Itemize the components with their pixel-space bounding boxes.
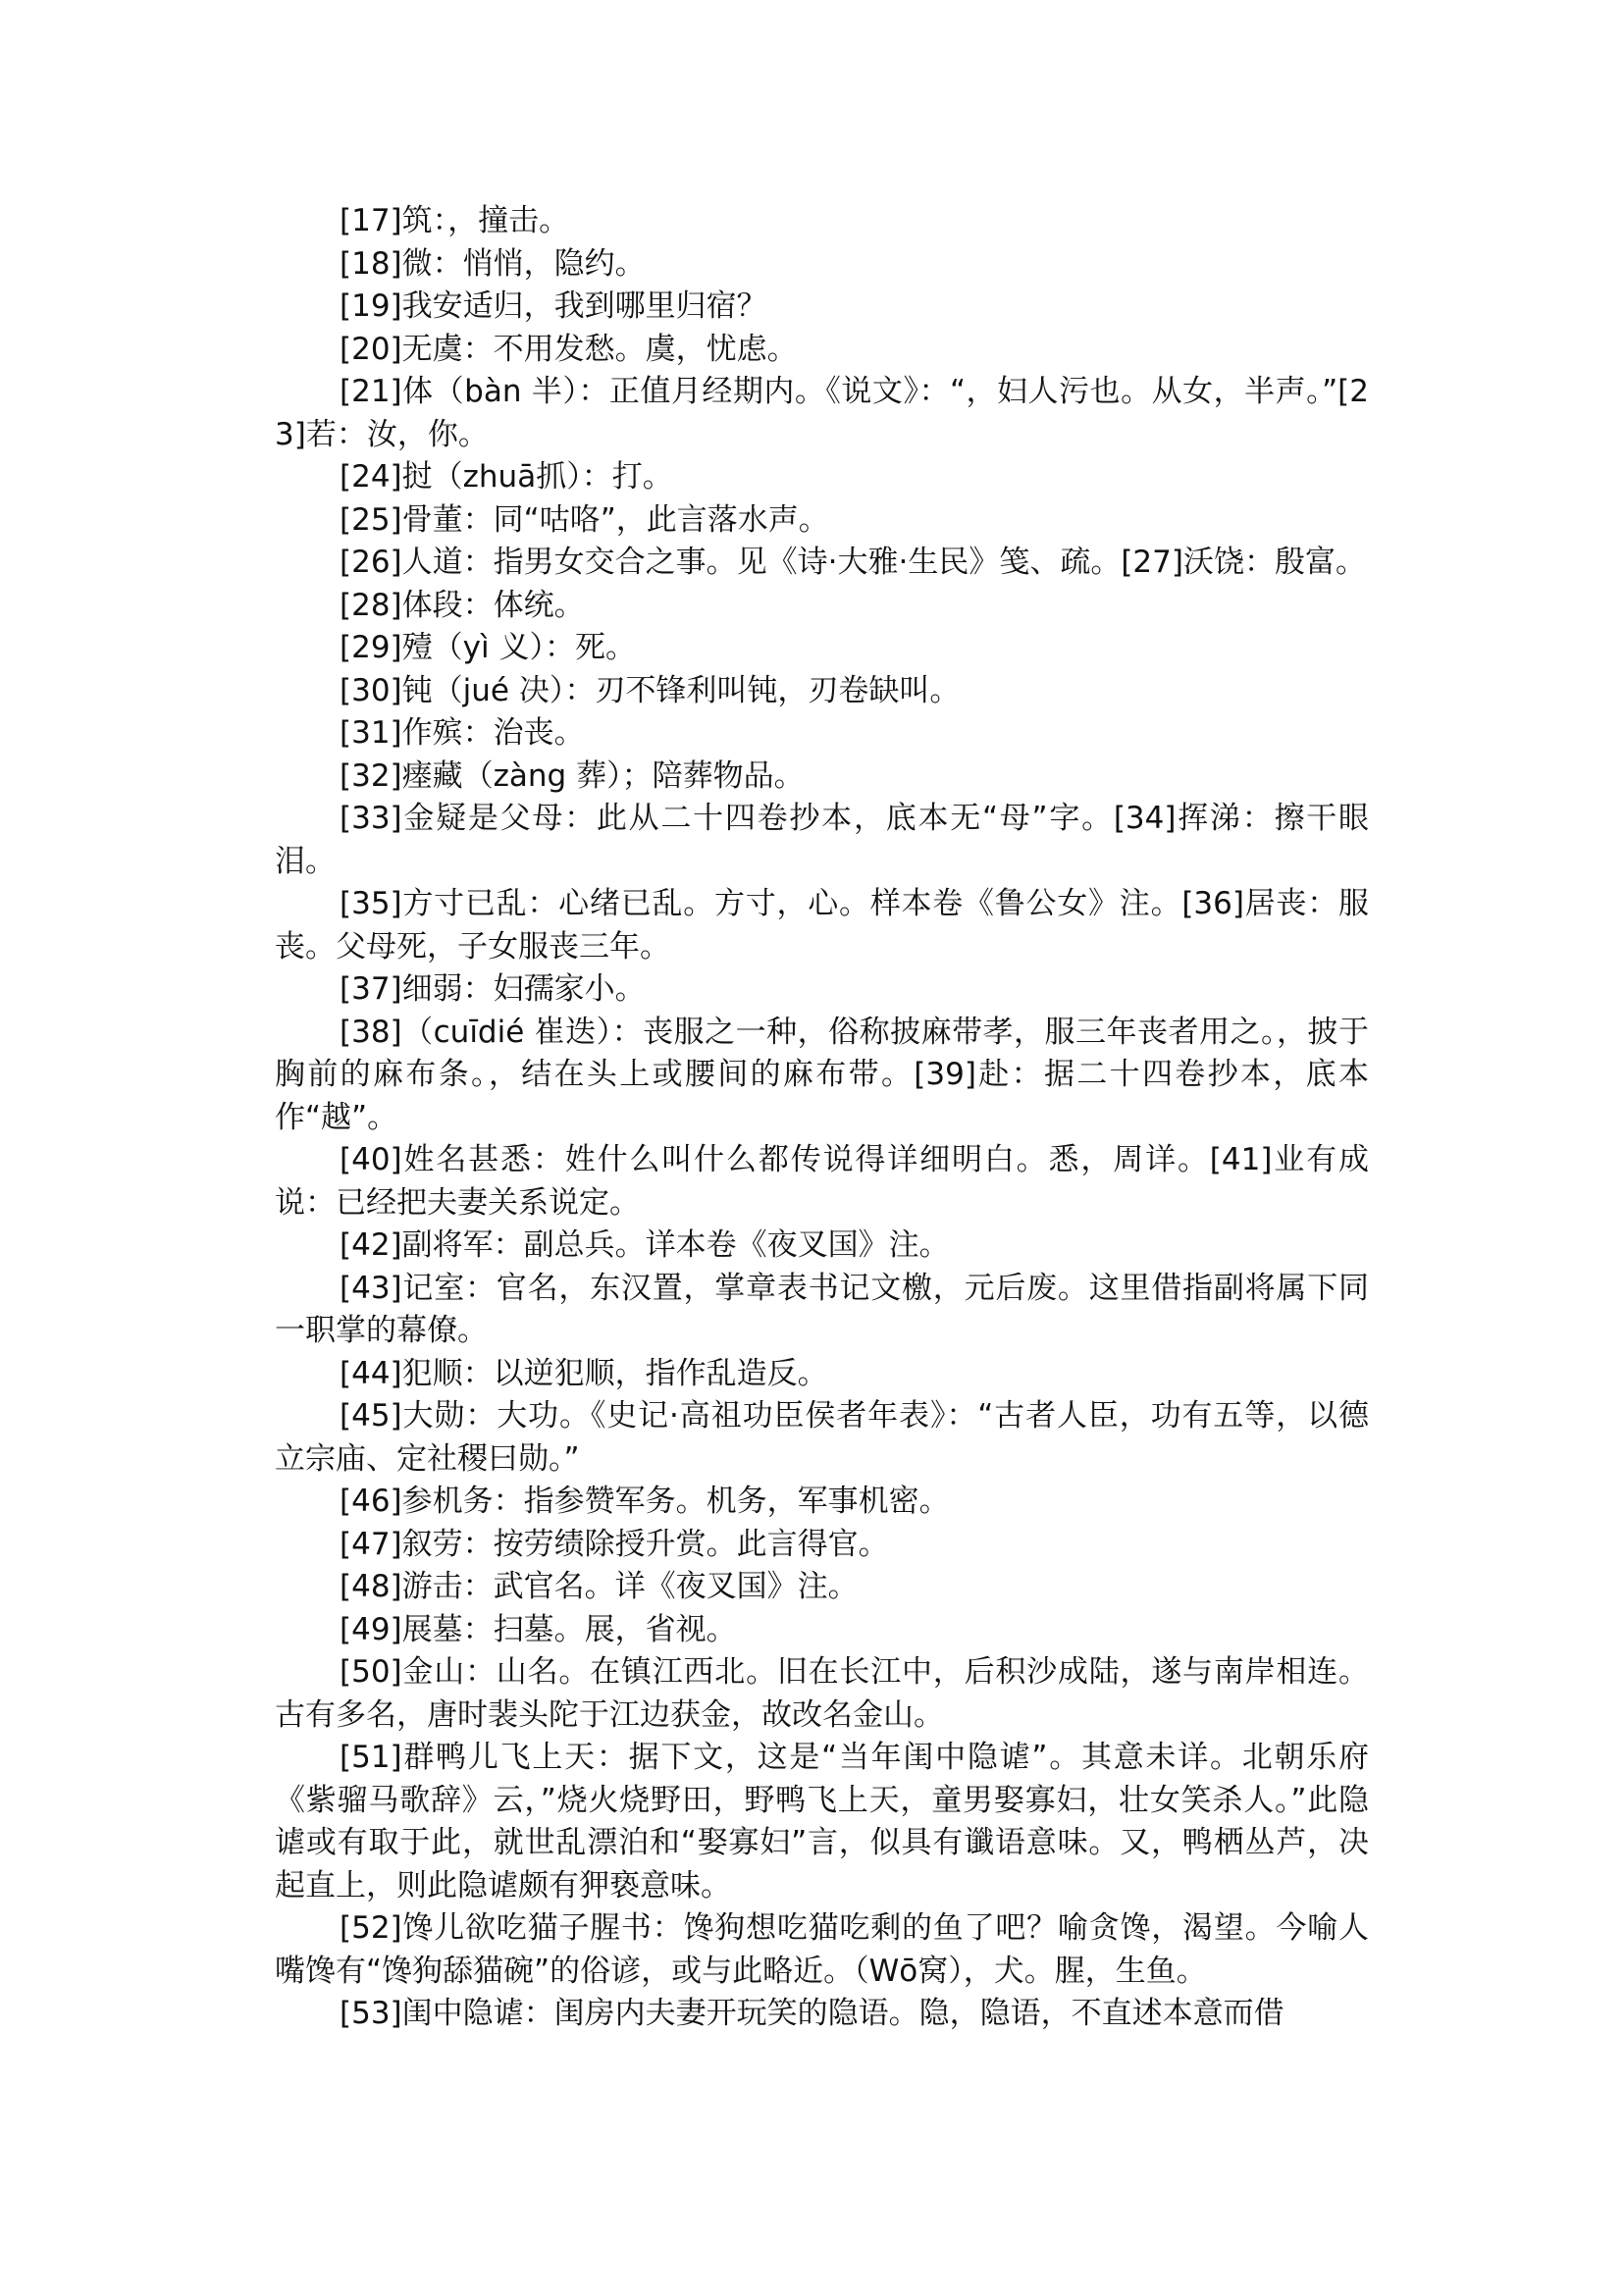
note-25: [25]骨董：同“咕咯”，此言落水声。: [340, 501, 829, 538]
note-26-27: [26]人道：指男女交合之事。见《诗·大雅·生民》笺、疏。[27]沃饶：殷富。: [340, 545, 1366, 580]
note-30: [30]钝（jué 决）：刃不锋利叫钝，刃卷缺叫。: [340, 672, 961, 708]
note-43: [43]记室：官名，东汉置，掌章表书记文檄，元后废。这里借指副将属下同一职掌的幕僚。: [275, 1270, 1369, 1348]
note-49: [49]展墓：扫墓。展，省视。: [340, 1611, 737, 1647]
note-52: [52]馋儿欲吃猫子腥书：馋狗想吃猫吃剩的鱼了吧？喻贪馋，渴望。今喻人嘴馋有“馋狗舔猫碗”的俗谚，或与此略近。（Wō窝），犬。腥，生鱼。: [275, 1910, 1369, 1989]
note-20: [20]无虞：不用发愁。虞，忧虑。: [340, 331, 798, 367]
note-32: [32]瘗藏（zàng 葬）；陪葬物品。: [340, 757, 805, 794]
note-46: [46]参机务：指参赞军务。机务，军事机密。: [340, 1484, 950, 1519]
note-48: [48]游击：武官名。详《夜叉国》注。: [340, 1569, 859, 1604]
note-47: [47]叙劳：按劳绩除授升赏。此言得官。: [340, 1526, 889, 1562]
note-40-41: [40]姓名甚悉：姓什么叫什么都传说得详细明白。悉，周详。[41]业有成说：已经把夫妻关系说定。: [275, 1142, 1369, 1221]
note-17: [17]筑：，撞击。: [340, 203, 570, 238]
note-21-23: [21]体（bàn 半）：正值月经期内。《说文》：“，妇人污也。从女，半声。”[23]若：汝，你。: [275, 374, 1369, 452]
note-35-36: [35]方寸已乱：心绪已乱。方寸，心。样本卷《鲁公女》注。[36]居丧：服丧。父母死，子女服丧三年。: [275, 886, 1369, 965]
note-33-34: [33]金疑是父母：此从二十四卷抄本，底本无“母”字。[34]挥涕：擦干眼泪。: [275, 801, 1369, 879]
note-18: [18]微：悄悄，隐约。: [340, 245, 646, 282]
note-28: [28]体段：体统。: [340, 587, 585, 623]
note-42: [42]副将军：副总兵。详本卷《夜叉国》注。: [340, 1227, 950, 1263]
note-31: [31]作殡：治丧。: [340, 715, 585, 751]
annotation-page: [275, 200, 1369, 2036]
note-51: [51]群鸭儿飞上天：据下文，这是“当年闺中隐谑”。其意未详。北朝乐府《紫骝马歌辞》云，”烧火烧野田，野鸭飞上天，童男娶寡妇，壮女笑杀人。”此隐谑或有取于此，就世乱漂泊和“娶寡妇”言，似具有谶语意味。又，鸭栖丛芦，决起直上，则此隐谑颇有狎亵意味。: [275, 1740, 1369, 1903]
note-29: [29]殪（yì 义）：死。: [340, 630, 636, 665]
note-53: [53]闺中隐谑：闺房内夫妻开玩笑的隐语。隐，隐语，不直述本意而借: [340, 1996, 1284, 2031]
note-50: [50]金山：山名。在镇江西北。旧在长江中，后积沙成陆，遂与南岸相连。古有多名，唐时裴头陀于江边获金，故改名金山。: [275, 1654, 1369, 1733]
note-38-39: [38]（cuīdié 崔迭）：丧服之一种，俗称披麻带孝，服三年丧者用之。，披于胸前的麻布条。，结在头上或腰间的麻布带。[39]赴：据二十四卷抄本，底本作“越”。: [275, 1014, 1369, 1135]
note-37: [37]细弱：妇孺家小。: [340, 971, 646, 1007]
note-24: [24]挝（zhuā抓）：打。: [340, 459, 673, 495]
note-45: [45]大勋：大功。《史记·高祖功臣侯者年表》：“古者人臣，功有五等，以德立宗庙、定社稷曰勋。”: [275, 1398, 1369, 1477]
note-19: [19]我安适归，我到哪里归宿？: [340, 288, 767, 324]
note-44: [44]犯顺：以逆犯顺，指作乱造反。: [340, 1355, 828, 1391]
